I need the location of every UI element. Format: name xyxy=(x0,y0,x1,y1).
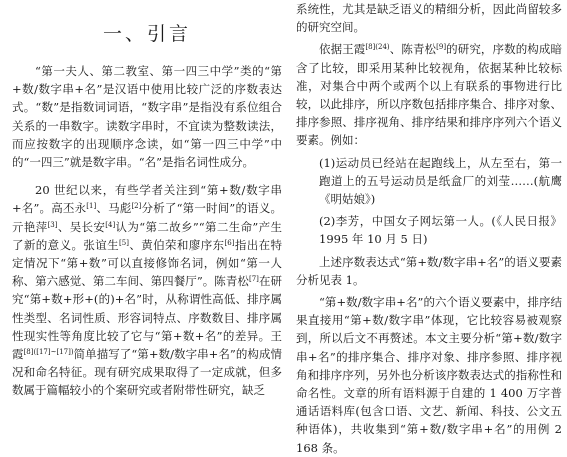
section-title: 一、引言 xyxy=(102,23,191,45)
citation-ref: [8](24) xyxy=(365,43,390,52)
citation-ref: [1] xyxy=(86,202,97,211)
example-label: (2) xyxy=(319,214,336,229)
text-run: 在研究“第+数+形+(的)+名”时，从称谓性高低、排序属性类型、名词性质、形容词特点、序数数目、排序属性现实性等角度比较了它与“第+数+名”的差异。王霞 xyxy=(12,274,282,362)
citation-ref: [2] xyxy=(131,202,142,211)
citation-ref: [8]([17]~[17]) xyxy=(23,348,74,357)
intro-paragraph-1: “第一夫人、第二教室、第一四三中学”类的“第+数/数字串+名”是汉语中使用比较广泛的序数表达式。“数”是指数词词语，“数字串”是指没有系位组合关系的一串数字。读数字串时，不宜读为整数读法，而应按数字的出现顺序念读，如“第一四三中学”中的“一四三”就是数字串。“名”是指名词性成分。 xyxy=(12,64,282,170)
text-run: 20 世纪以来，有些学者关注到“第+数/数字串+名”。高丕永 xyxy=(12,183,282,216)
right-column xyxy=(296,0,562,457)
text-run: 、黄伯荣和廖序东 xyxy=(128,237,225,252)
continued-paragraph: 系统性，尤其是缺乏语义的精细分析，因此尚留较多的研究空间。 xyxy=(296,2,562,35)
citation-ref: [3] xyxy=(47,220,58,229)
semantic-elements-paragraph xyxy=(296,40,562,149)
text-run: 指出在特定情况下“第+数”可以直接修饰名词，例如“第一人称、第六感觉、第二车间、第四餐厅”。陈青松 xyxy=(12,237,283,289)
text-run: 、吴长安 xyxy=(57,219,106,234)
citation-ref: [9] xyxy=(436,43,447,52)
text-run: 、陈青松 xyxy=(389,42,437,57)
text-run: 的研究，序数的构成暗含了比较，即采用某种比较视角，依据某种比较标准，对集合中两个或两个以上有联系的事物进行比较，以此排序，所以序数包括排序集合、排序对象、排序参照、排序视角、排序结果和排序序列六个语义要素。例如： xyxy=(296,42,562,148)
table-reference-paragraph: 上述序数表达式“第+数/数字串+名”的语义要素分析见表 1。 xyxy=(296,254,562,287)
example-text: 运动员已经站在起跑线上，从左至右，第一跑道上的五号运动员是纸盒厂的刘莹……(航鹰《明姑娘》) xyxy=(319,155,562,207)
text-run: 分析了“第一时间”的语义。亓艳萍 xyxy=(12,201,283,234)
example-text: 李芳，中国女子网坛第一人。(《人民日报》1995 年 10 月 5 日) xyxy=(319,214,562,247)
left-column xyxy=(12,0,282,400)
citation-ref: [6] xyxy=(224,238,235,247)
citation-ref: [5] xyxy=(119,238,129,247)
intro-paragraph-2 xyxy=(12,181,282,399)
citation-ref: [7] xyxy=(248,275,259,284)
example-2 xyxy=(296,212,562,248)
example-1 xyxy=(296,154,562,209)
text-run: 认为“第二故乡”“第二生命”产生了新的意义。张谊生 xyxy=(12,219,283,252)
text-run: 简单描写了“第+数/数字串+名”的构成情况和命名特征。现有研究成果取得了一定成就，但多数属于篇幅较小的个案研究或者附带性研究，缺乏 xyxy=(12,347,283,398)
text-run: 、马彪 xyxy=(96,201,132,216)
citation-ref: [4] xyxy=(105,220,116,229)
text-run: 依据王霞 xyxy=(319,42,366,57)
scope-paragraph: “第+数/数字串+名”的六个语义要素中，排序结果直接用“第+数/数字串”体现，它比较容易被观察到，所以后文不再赘述。本文主要分析“第+数/数字串+名”的排序集合、排序对象、排序参照、排序视角和排序序列，另外也分析该序数表达式的指称性和命名性。文章的所有语料源于自建的 1 400 万字普通话语料库(包含口语、文艺、新闻、科技、公文五种语体)，共收集到“第+数/数字串+名”的用例 2 168 条。 xyxy=(296,295,562,455)
example-label: (1) xyxy=(319,155,336,170)
